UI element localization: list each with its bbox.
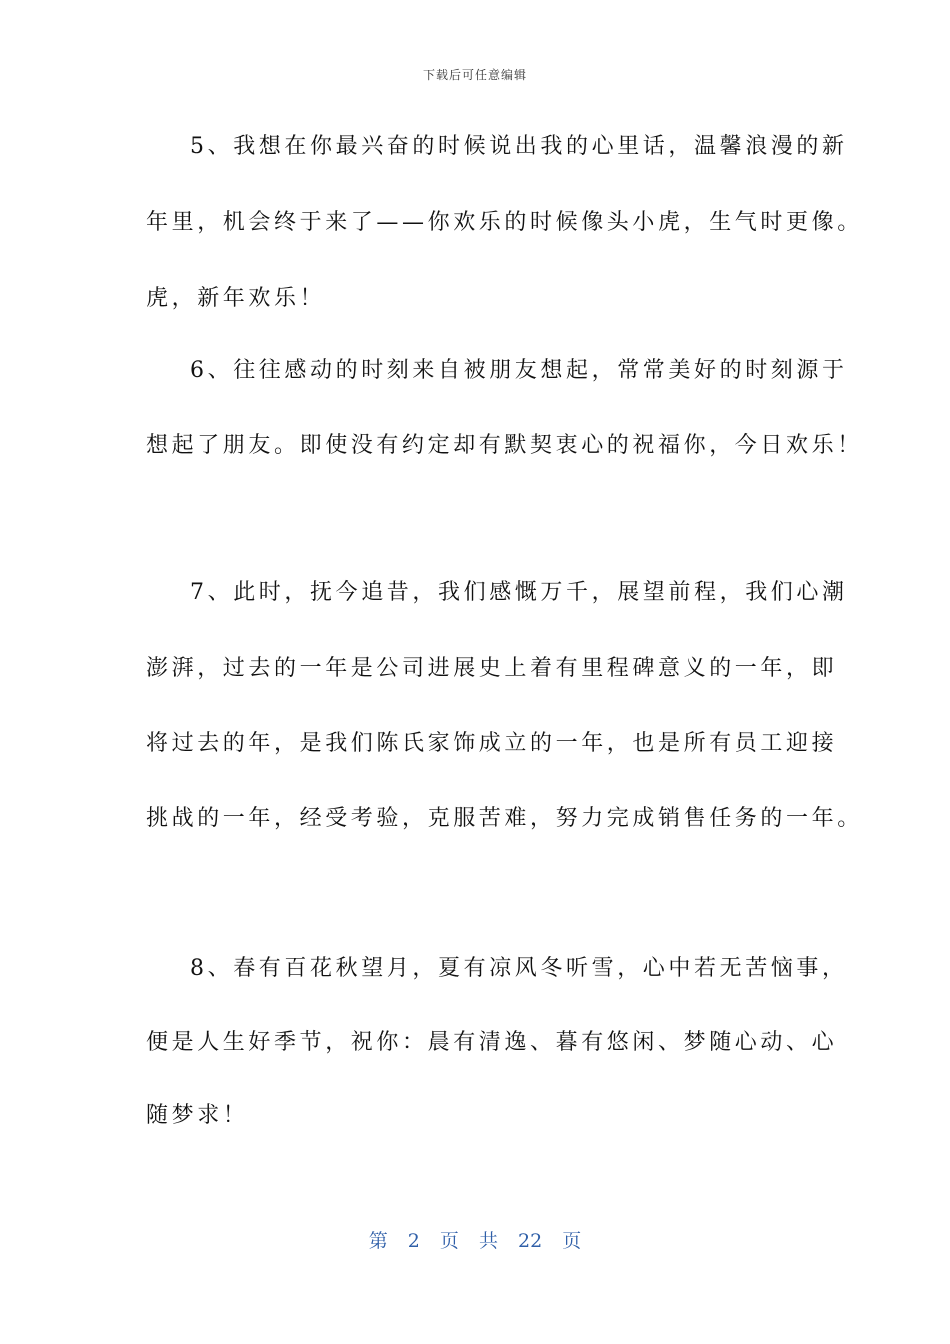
paragraph-7-line-1: 7、此时，抚今追昔，我们感慨万千，展望前程，我们心潮 xyxy=(190,580,848,605)
paragraph-8-line-1: 8、春有百花秋望月，夏有凉风冬听雪，心中若无苦恼事， xyxy=(190,956,848,981)
page-number-footer xyxy=(0,1226,950,1253)
footer-prefix: 第 xyxy=(368,1230,388,1252)
footer-current-page: 2 xyxy=(407,1230,420,1252)
paragraph-5-line-1: 5、我想在你最兴奋的时候说出我的心里话，温馨浪漫的新 xyxy=(190,134,848,159)
footer-total-word: 共 xyxy=(478,1230,498,1252)
paragraph-8-line-2: 便是人生好季节，祝你：晨有清逸、暮有悠闲、梦随心动、心 xyxy=(146,1030,838,1055)
footer-total-pages: 22 xyxy=(518,1230,543,1252)
paragraph-8-line-3: 随梦求！ xyxy=(146,1103,249,1128)
paragraph-5-line-2: 年里，机会终于来了——你欢乐的时候像头小虎，生气时更像。 xyxy=(146,210,863,235)
paragraph-6-line-2: 想起了朋友。即使没有约定却有默契衷心的祝福你，今日欢乐！ xyxy=(146,433,863,458)
paragraph-7-line-4: 挑战的一年，经受考验，克服苦难，努力完成销售任务的一年。 xyxy=(146,806,863,831)
footer-suffix: 页 xyxy=(562,1230,582,1252)
footer-page-word: 页 xyxy=(439,1230,459,1252)
header-note: 下载后可任意编辑 xyxy=(422,68,527,82)
paragraph-5-line-3: 虎，新年欢乐！ xyxy=(146,286,326,311)
paragraph-7-line-2: 澎湃，过去的一年是公司进展史上着有里程碑意义的一年，即 xyxy=(146,656,838,681)
paragraph-6-line-1: 6、往往感动的时刻来自被朋友想起，常常美好的时刻源于 xyxy=(190,358,848,383)
paragraph-7-line-3: 将过去的年，是我们陈氏家饰成立的一年，也是所有员工迎接 xyxy=(146,731,838,756)
